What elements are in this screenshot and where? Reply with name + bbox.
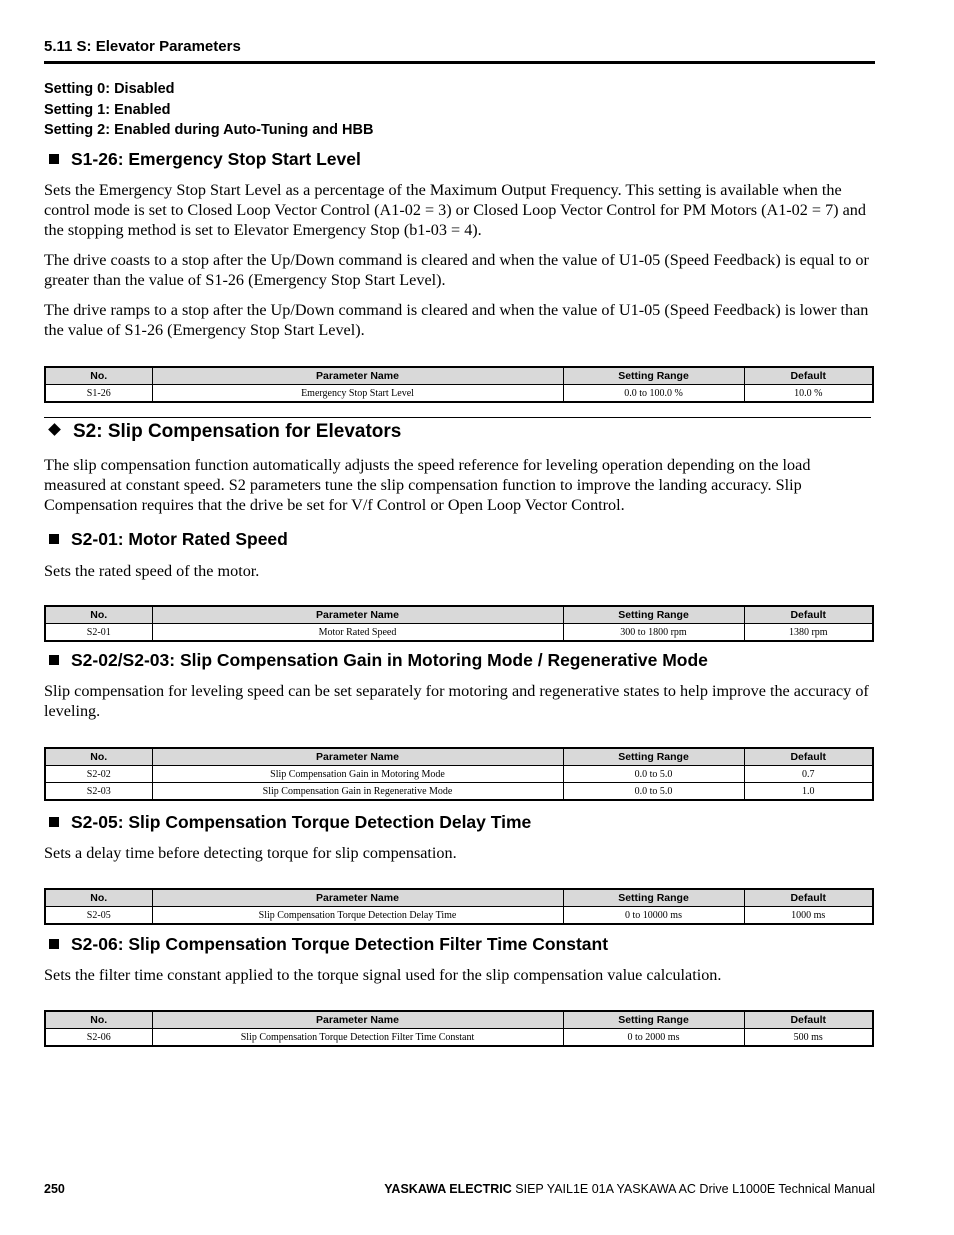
- divider: [44, 417, 871, 418]
- cell-name: Motor Rated Speed: [152, 624, 563, 642]
- col-header-range: Setting Range: [563, 1011, 744, 1029]
- col-header-default: Default: [744, 748, 873, 766]
- heading-s2-01: [49, 528, 288, 550]
- col-header-range: Setting Range: [563, 889, 744, 907]
- parameter-table-s2-05: [44, 888, 874, 925]
- table-row: [45, 766, 873, 783]
- heading-text: S1-26: Emergency Stop Start Level: [71, 149, 361, 169]
- cell-no: S2-01: [45, 624, 152, 642]
- paragraph: Slip compensation for leveling speed can be set separately for motoring and regenerative states to help improve the accuracy of leveling.: [44, 682, 869, 721]
- parameter-table-s1-26: [44, 366, 874, 403]
- setting-item: Setting 1: Enabled: [44, 101, 171, 118]
- heading-s2: [48, 420, 401, 444]
- table-row: [45, 385, 873, 403]
- col-header-name: Parameter Name: [152, 748, 563, 766]
- cell-no: S1-26: [45, 385, 152, 403]
- col-header-default: Default: [744, 367, 873, 385]
- cell-default: 500 ms: [744, 1029, 873, 1047]
- paragraph: Sets the Emergency Stop Start Level as a percentage of the Maximum Output Frequency. This setting is available when the control mode is set to Closed Loop Vector Control (A1-02 = 3) or Closed Loop Vector Control for PM Motors (A1-02 = 7) and the stopping method is set to Elevator Emergency Stop (b1-03 = 4).: [44, 181, 866, 240]
- col-header-name: Parameter Name: [152, 889, 563, 907]
- table-row: [45, 1029, 873, 1047]
- col-header-no: No.: [45, 889, 152, 907]
- col-header-no: No.: [45, 1011, 152, 1029]
- cell-range: 0 to 2000 ms: [563, 1029, 744, 1047]
- cell-range: 0 to 10000 ms: [563, 907, 744, 925]
- cell-name: Slip Compensation Gain in Motoring Mode: [152, 766, 563, 783]
- heading-s2-02: [49, 649, 708, 671]
- paragraph: Sets the rated speed of the motor.: [44, 562, 260, 580]
- cell-default: 1000 ms: [744, 907, 873, 925]
- heading-s2-06: [49, 933, 608, 955]
- section-header: 5.11 S: Elevator Parameters: [44, 37, 875, 64]
- paragraph: Sets the filter time constant applied to the torque signal used for the slip compensation value calculation.: [44, 966, 722, 984]
- cell-default: 1.0: [744, 783, 873, 801]
- col-header-default: Default: [744, 1011, 873, 1029]
- square-bullet-icon: [49, 817, 59, 827]
- cell-default: 0.7: [744, 766, 873, 783]
- square-bullet-icon: [49, 154, 59, 164]
- page-number: 250: [44, 1182, 65, 1196]
- col-header-default: Default: [744, 889, 873, 907]
- table-row: [45, 907, 873, 925]
- cell-range: 0.0 to 100.0 %: [563, 385, 744, 403]
- table-row: [45, 783, 873, 801]
- col-header-no: No.: [45, 748, 152, 766]
- heading-s1-26: [49, 148, 361, 170]
- paragraph: The drive ramps to a stop after the Up/Down command is cleared and when the value of U1-05 (Speed Feedback) is lower than the value of S1-26 (Emergency Stop Start Level).: [44, 301, 869, 340]
- paragraph: The slip compensation function automatically adjusts the speed reference for leveling operation depending on the load measured at constant speed. S2 parameters tune the slip compensation function to improve the landing accuracy. Slip Compensation requires that the drive be set for V/f Control or Open Loop Vector Control.: [44, 456, 811, 515]
- heading-text: S2-02/S2-03: Slip Compensation Gain in Motoring Mode / Regenerative Mode: [71, 650, 708, 670]
- heading-text: S2-06: Slip Compensation Torque Detection Filter Time Constant: [71, 934, 609, 954]
- col-header-range: Setting Range: [563, 748, 744, 766]
- heading-text: S2: Slip Compensation for Elevators: [73, 421, 402, 442]
- cell-no: S2-06: [45, 1029, 152, 1047]
- diamond-bullet-icon: [48, 423, 61, 436]
- footer-manual: SIEP YAIL1E 01A YASKAWA AC Drive L1000E Technical Manual: [511, 1182, 875, 1196]
- col-header-range: Setting Range: [563, 367, 744, 385]
- cell-range: 300 to 1800 rpm: [563, 624, 744, 642]
- heading-s2-05: [49, 811, 531, 833]
- cell-no: S2-05: [45, 907, 152, 925]
- paragraph: The drive coasts to a stop after the Up/Down command is cleared and when the value of U1-05 (Speed Feedback) is equal to or greater than the value of S1-26 (Emergency Stop Start Level).: [44, 251, 869, 290]
- setting-item: Setting 0: Disabled: [44, 81, 175, 97]
- cell-range: 0.0 to 5.0: [563, 783, 744, 801]
- setting-item: Setting 2: Enabled during Auto-Tuning and HBB: [44, 122, 374, 138]
- col-header-default: Default: [744, 606, 873, 624]
- col-header-no: No.: [45, 367, 152, 385]
- footer-brand: YASKAWA ELECTRIC: [384, 1182, 512, 1196]
- cell-name: Slip Compensation Torque Detection Delay Time: [152, 907, 563, 925]
- heading-text: S2-05: Slip Compensation Torque Detection Delay Time: [71, 812, 532, 832]
- settings-list: [44, 79, 373, 141]
- cell-name: Slip Compensation Torque Detection Filter Time Constant: [152, 1029, 563, 1047]
- col-header-name: Parameter Name: [152, 606, 563, 624]
- cell-no: S2-03: [45, 783, 152, 801]
- cell-no: S2-02: [45, 766, 152, 783]
- square-bullet-icon: [49, 534, 59, 544]
- col-header-name: Parameter Name: [152, 1011, 563, 1029]
- cell-name: Emergency Stop Start Level: [152, 385, 563, 403]
- parameter-table-s2-06: [44, 1010, 874, 1047]
- parameter-table-s2-02: [44, 747, 874, 801]
- table-row: [45, 624, 873, 642]
- parameter-table-s2-01: [44, 605, 874, 642]
- heading-text: S2-01: Motor Rated Speed: [71, 529, 288, 549]
- square-bullet-icon: [49, 655, 59, 665]
- col-header-name: Parameter Name: [152, 367, 563, 385]
- cell-default: 1380 rpm: [744, 624, 873, 642]
- cell-default: 10.0 %: [744, 385, 873, 403]
- col-header-no: No.: [45, 606, 152, 624]
- square-bullet-icon: [49, 939, 59, 949]
- footer-citation: [384, 1182, 875, 1196]
- paragraph: Sets a delay time before detecting torque for slip compensation.: [44, 844, 457, 862]
- cell-name: Slip Compensation Gain in Regenerative Mode: [152, 783, 563, 801]
- cell-range: 0.0 to 5.0: [563, 766, 744, 783]
- col-header-range: Setting Range: [563, 606, 744, 624]
